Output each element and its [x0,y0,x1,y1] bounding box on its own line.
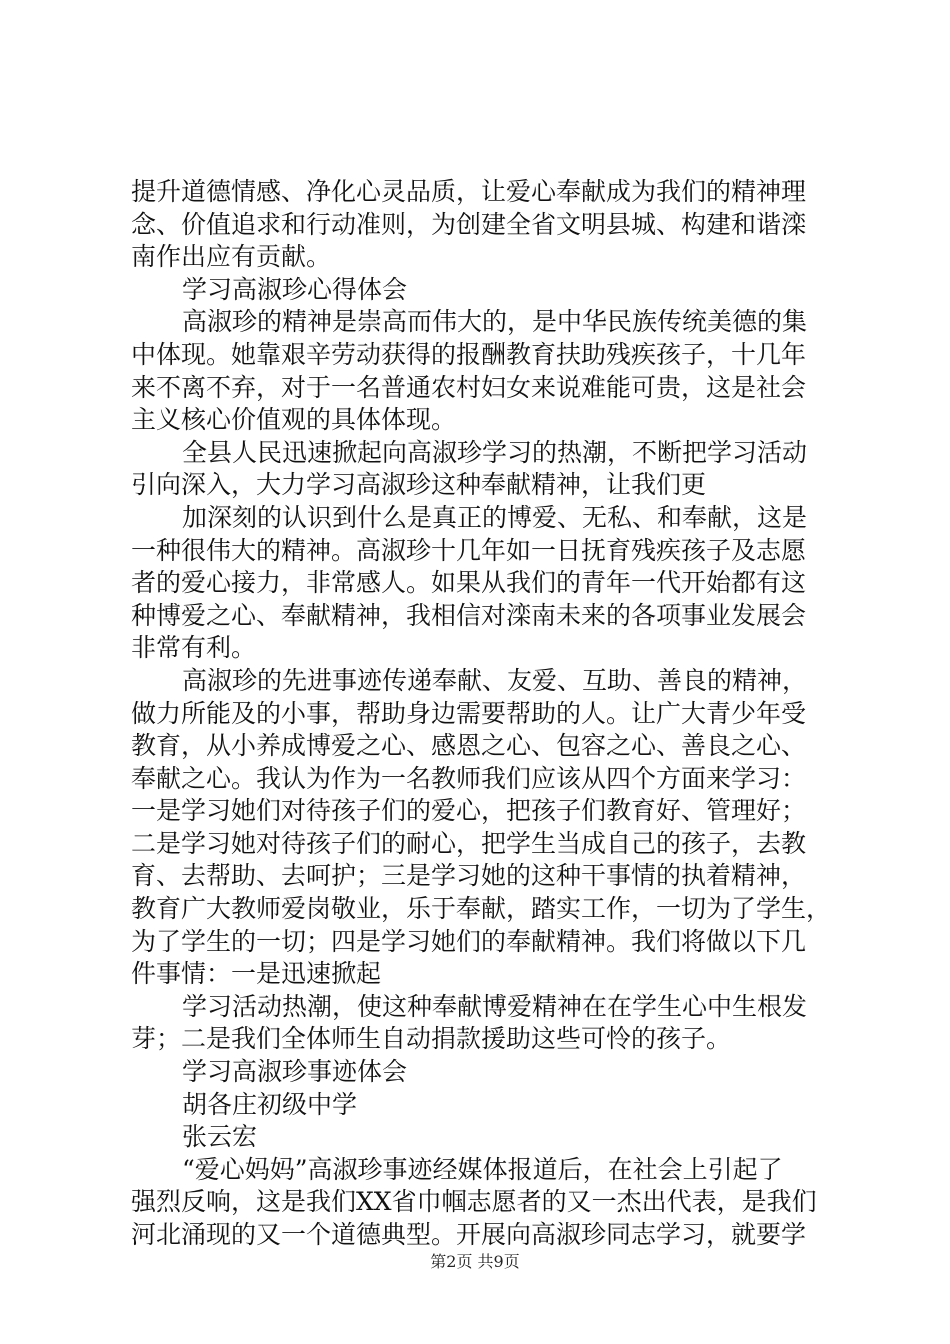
text-line: 种博爱之心、奉献精神，我相信对滦南未来的各项事业发展会 [131,600,807,630]
text-line: 非常有利。 [131,633,257,663]
text-line: 高淑珍的先进事迹传递奉献、友爱、互助、善良的精神， [182,665,808,695]
text-line: 件事情：一是迅速掀起 [131,959,382,989]
text-line: 张云宏 [182,1122,258,1152]
text-line: 学习高淑珍心得体会 [182,274,408,304]
text-line: 引向深入，大力学习高淑珍这种奉献精神，让我们更 [131,470,707,500]
text-line: 一种很伟大的精神。高淑珍十几年如一日抚育残疾孩子及志愿 [131,535,807,565]
text-line: 全县人民迅速掀起向高淑珍学习的热潮，不断把学习活动 [182,437,808,467]
text-line: 教育广大教师爱岗敬业，乐于奉献，踏实工作，一切为了学生， [131,894,832,924]
text-line: 加深刻的认识到什么是真正的博爱、无私、和奉献，这是 [182,502,808,532]
text-line: 强烈反响，这是我们XX省巾帼志愿者的又一杰出代表，是我们 [131,1187,817,1217]
text-line: 二是学习她对待孩子们的耐心，把学生当成自己的孩子，去教 [131,828,807,858]
text-line: 中体现。她靠艰辛劳动获得的报酬教育扶助残疾孩子，十几年 [131,339,807,369]
text-line: 来不离不弃，对于一名普通农村妇女来说难能可贵，这是社会 [131,372,807,402]
text-line: 主义核心价值观的具体体现。 [131,405,457,435]
text-line: 学习高淑珍事迹体会 [182,1057,408,1087]
text-line: 为了学生的一切；四是学习她们的奉献精神。我们将做以下几 [131,926,807,956]
text-line: 做力所能及的小事，帮助身边需要帮助的人。让广大青少年受 [131,698,807,728]
text-line: 南作出应有贡献。 [131,242,332,272]
text-line: 提升道德情感、净化心灵品质，让爱心奉献成为我们的精神理 [131,177,807,206]
text-line: 教育，从小养成博爱之心、感恩之心、包容之心、善良之心、 [131,731,807,761]
text-line: 河北涌现的又一个道德典型。开展向高淑珍同志学习，就要学 [131,1220,807,1249]
text-line: 芽；二是我们全体师生自动捐款援助这些可怜的孩子。 [131,1024,732,1054]
document-body [131,176,831,1252]
text-line: 者的爱心接力，非常感人。如果从我们的青年一代开始都有这 [131,568,807,598]
text-line: 胡各庄初级中学 [182,1089,358,1119]
text-line: “爱心妈妈”高淑珍事迹经媒体报道后，在社会上引起了 [182,1154,783,1184]
text-line: 奉献之心。我认为作为一名教师我们应该从四个方面来学习： [131,763,807,793]
text-line: 念、价值追求和行动准则，为创建全省文明县城、构建和谐滦 [131,209,807,239]
page-footer: 第2页 共9页 [430,1252,520,1271]
text-line: 高淑珍的精神是崇高而伟大的，是中华民族传统美德的集 [182,307,808,337]
text-line: 育、去帮助、去呵护；三是学习她的这种干事情的执着精神， [131,861,807,891]
text-line: 一是学习她们对待孩子们的爱心，把孩子们教育好、管理好； [131,796,807,826]
text-line: 学习活动热潮，使这种奉献博爱精神在在学生心中生根发 [182,991,808,1021]
